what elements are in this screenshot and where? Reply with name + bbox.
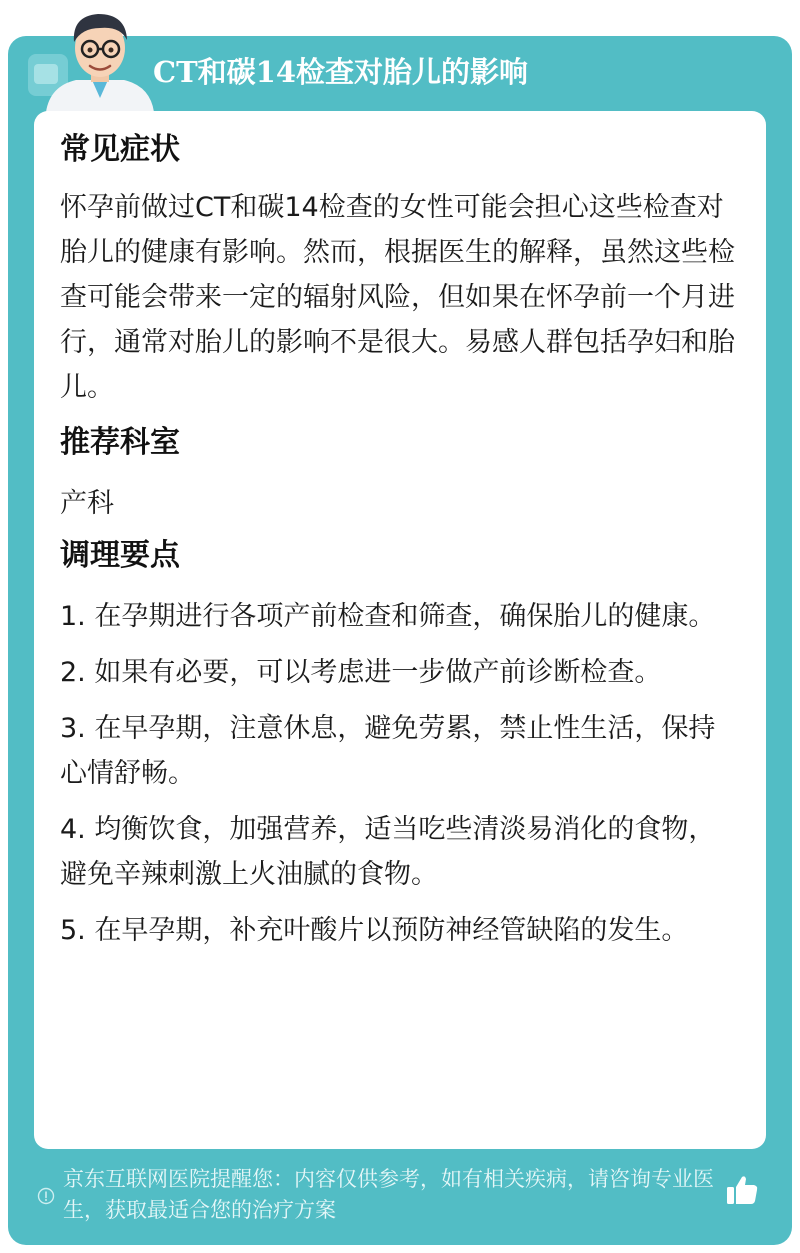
care-item: 2. 如果有必要，可以考虑进一步做产前诊断检查。 xyxy=(60,657,662,688)
care-item: 4. 均衡饮食，加强营养，适当吃些清淡易消化的食物，避免辛辣刺激上火油腻的食物。 xyxy=(60,814,716,890)
thumbs-up-icon[interactable] xyxy=(724,1172,760,1208)
symptoms-text: 怀孕前做过CT和碳14检查的女性可能会担心这些检查对胎儿的健康有影响。然而，根据医生的解释，虽然这些检查可能会带来一定的辐射风险，但如果在怀孕前一个月进行，通常对胎儿的影响不是很大。易感人群包括孕妇和胎儿。 xyxy=(60,192,735,403)
disclaimer-text: 京东互联网医院提醒您：内容仅供参考，如有相关疾病，请咨询专业医生，获取最适合您的治疗方案 xyxy=(63,1167,714,1222)
info-icon xyxy=(37,1187,55,1205)
page-title: CT和碳14检查对胎儿的影响 xyxy=(153,55,529,89)
department-title: 推荐科室 xyxy=(60,425,180,460)
care-item: 1. 在孕期进行各项产前检查和筛查，确保胎儿的健康。 xyxy=(60,601,716,632)
care-item: 3. 在早孕期，注意休息，避免劳累，禁止性生活，保持心情舒畅。 xyxy=(60,713,716,789)
care-item: 5. 在早孕期，补充叶酸片以预防神经管缺陷的发生。 xyxy=(60,915,689,946)
content xyxy=(60,130,740,964)
care-list xyxy=(60,594,740,953)
symptoms-title: 常见症状 xyxy=(60,132,180,167)
care-title: 调理要点 xyxy=(60,538,180,573)
department-text: 产科 xyxy=(60,488,114,519)
